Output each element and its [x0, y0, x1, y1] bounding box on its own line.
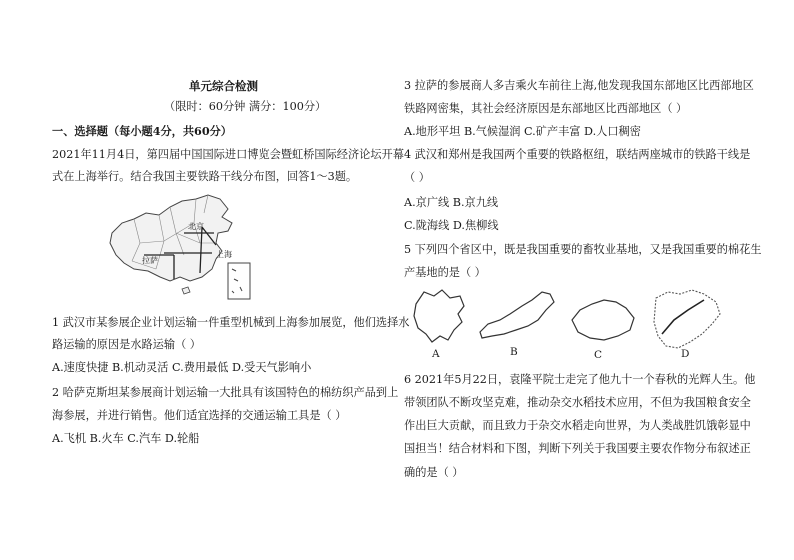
map-label-beijing: 北京: [188, 222, 204, 231]
q3-options: A.地形平坦 B.气候湿润 C.矿产丰富 D.人口稠密: [404, 125, 641, 138]
south-sea-inset: [228, 263, 250, 299]
province-shape-c: [572, 300, 634, 340]
q5-line-2: 产基地的是（ ）: [404, 266, 486, 279]
q2-options: A.飞机 B.火车 C.汽车 D.轮船: [52, 432, 200, 445]
q1-line-1: 1 武汉市某参展企业计划运输一件重型机械到上海参加展览，他们选择水: [52, 316, 410, 329]
q2-line-1: 2 哈萨克斯坦某参展商计划运输一大批具有该国特色的棉纺织产品到上: [52, 386, 399, 399]
q4-line-2: （ ）: [404, 171, 430, 184]
q3-line-1: 3 拉萨的参展商人多吉乘火车前往上海,他发现我国东部地区比西部地区: [404, 79, 754, 92]
province-shape-a: [414, 290, 464, 342]
intro-line-1: 2021年11月4日，第四届中国国际进口博览会暨虹桥国际经济论坛开幕: [52, 148, 404, 161]
shape-label-b: B: [510, 346, 518, 358]
q5-line-1: 5 下列四个省区中，既是我国重要的畜牧业基地，又是我国重要的棉花生: [404, 243, 762, 256]
intro-line-2: 式在上海举行。结合我国主要铁路干线分布图，回答1～3题。: [52, 170, 358, 183]
q4-options-1: A.京广线 B.京九线: [404, 196, 499, 209]
map-label-shanghai: 上海: [216, 250, 232, 259]
q1-options: A.速度快捷 B.机动灵活 C.费用最低 D.受天气影响小: [52, 361, 312, 374]
map-label-lhasa: 拉萨: [142, 256, 158, 265]
china-outline: [110, 195, 232, 281]
page-title: 单元综合检测: [189, 79, 258, 93]
province-shape-d: [654, 290, 720, 348]
q4-options-2: C.陇海线 D.焦柳线: [404, 219, 499, 232]
q6-line-4: 国担当！结合材料和下图，判断下列关于我国要主要农作物分布叙述正: [404, 442, 751, 455]
shape-label-c: C: [594, 349, 603, 361]
hainan-island: [182, 287, 190, 294]
q6-line-3: 作出巨大贡献，而且致力于杂交水稻走向世界，为人类战胜饥饿彰显中: [404, 419, 751, 432]
q1-line-2: 路运输的原因是水路运输（ ）: [52, 338, 201, 351]
q6-line-1: 6 2021年5月22日，袁隆平院士走完了他九十一个春秋的光辉人生。他: [404, 373, 756, 386]
time-limit-note: （限时：60分钟 满分：100分）: [164, 100, 327, 113]
q6-line-5: 确的是（ ）: [404, 466, 464, 479]
province-shape-b: [480, 292, 554, 338]
province-shapes: [404, 284, 754, 366]
section-heading: 一、选择题（每小题4分，共60分）: [52, 124, 232, 138]
shape-label-a: A: [432, 348, 440, 360]
shape-label-d: D: [681, 348, 690, 360]
q3-line-2: 铁路网密集，其社会经济原因是东部地区比西部地区（ ）: [404, 102, 688, 115]
q6-line-2: 带领团队不断攻坚克难，推动杂交水稻技术应用，不但为我国粮食安全: [404, 396, 751, 409]
q2-line-2: 海参展，并进行销售。他们适宜选择的交通运输工具是（ ）: [52, 409, 347, 422]
railway-map: [104, 193, 264, 305]
q4-line-1: 4 武汉和郑州是我国两个重要的铁路枢纽，联结两座城市的铁路干线是: [404, 148, 751, 161]
china-map-figure: [104, 193, 264, 305]
province-shapes-figure: [404, 284, 754, 366]
